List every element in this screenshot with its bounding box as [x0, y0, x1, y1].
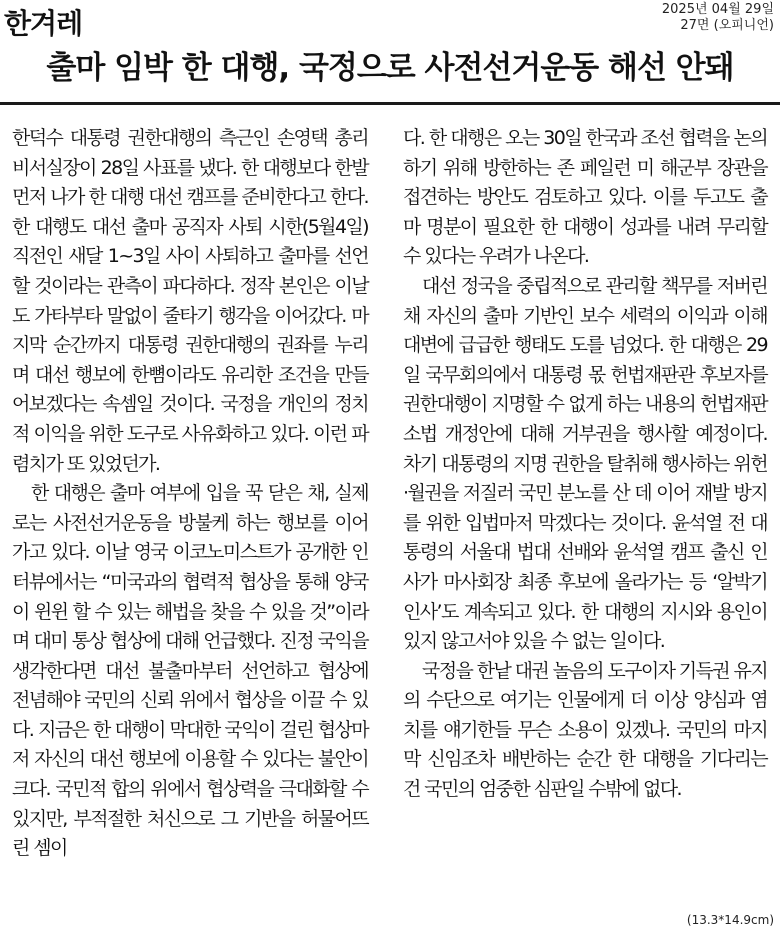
headline-divider	[0, 102, 780, 105]
article-column-left	[12, 124, 368, 864]
article-column-right	[403, 124, 767, 805]
article-paragraph: 대선 정국을 중립적으로 관리할 책무를 저버린 채 자신의 출마 기반인 보수 세력의 이익과 이해 대변에 급급한 행태도 도를 넘었다. 한 대행은 29일 국무회의에서 대통령 몫 헌법재판관 후보자를 권한대행이 지명할 수 없게 하는 내용의 헌법재판소법 개정안에 대해 거부권을 행사할 예정이다. 차기 대통령의 지명 권한을 탈취해 행사하는 위헌·월권을 저질러 국민 분노를 산 데 이어 재발 방지를 위한 입법마저 막겠다는 것이다. 윤석열 전 대통령의 서울대 법대 선배와 윤석열 캠프 출신 인사가 마사회장 최종 후보에 올라가는 등 ‘알박기 인사’도 계속되고 있다. 한 대행의 지시와 용인이 있지 않고서야 있을 수 없는 일이다.	[403, 274, 767, 653]
article-paragraph: 국정을 한낱 대권 놀음의 도구이자 기득권 유지의 수단으로 여기는 인물에게 더 이상 양심과 염치를 얘기한들 무슨 소용이 있겠나. 국민의 마지막 신임조차 배반하는 순간 한 대행을 기다리는 건 국민의 엄중한 심판일 수밖에 없다.	[403, 659, 767, 801]
newspaper-logo: 한겨레	[4, 7, 83, 40]
headline: 출마 임박 한 대행, 국정으로 사전선거운동 해선 안돼	[46, 50, 734, 86]
article-paragraph: 한덕수 대통령 권한대행의 측근인 손영택 총리 비서실장이 28일 사표를 냈다. 한 대행보다 한발 먼저 나가 한 대행 대선 캠프를 준비한다고 한다. 한 대행도 대선 출마 공직자 사퇴 시한(5월4일) 직전인 새달 1~3일 사이 사퇴하고 출마를 선언할 것이라는 관측이 파다하다. 정작 본인은 이날도 가타부타 말없이 줄타기 행각을 이어갔다. 마지막 순간까지 대통령 권한대행의 권좌를 누리며 대선 행보에 한뼘이라도 유리한 조건을 만들어보겠다는 속셈일 것이다. 국정을 개인의 정치적 이익을 위한 도구로 사유화하고 있다. 이런 파렴치가 또 있었던가.	[12, 127, 368, 475]
article-paragraph: 다. 한 대행은 오는 30일 한국과 조선 협력을 논의하기 위해 방한하는 존 페일런 미 해군부 장관을 접견하는 방안도 검토하고 있다. 이를 두고도 출마 명분이 필요한 한 대행이 성과를 내려 무리할 수 있다는 우려가 나온다.	[403, 127, 767, 268]
publication-date: 2025년 04월 29일	[661, 2, 774, 17]
article-paragraph: 한 대행은 출마 여부에 입을 꾹 닫은 채, 실제로는 사전선거운동을 방불케 하는 행보를 이어가고 있다. 이날 영국 이코노미스트가 공개한 인터뷰에서는 “미국과의 협력적 협상을 통해 양국이 윈윈 할 수 있는 해법을 찾을 수 있을 것”이라며 대미 통상 협상에 대해 언급했다. 진정 국익을 생각한다면 대선 불출마부터 선언하고 협상에 전념해야 국민의 신뢰 위에서 협상을 이끌 수 있다. 지금은 한 대행이 막대한 국익이 걸린 협상마저 자신의 대선 행보에 이용할 수 있다는 불안이 크다. 국민적 합의 위에서 협상력을 극대화할 수 있지만, 부적절한 처신으로 그 기반을 허물어뜨린 셈이	[12, 482, 368, 860]
publication-meta	[662, 2, 774, 34]
masthead	[0, 0, 780, 42]
page-section: 27면 (오피니언)	[680, 18, 774, 33]
clipping-size: (13.3*14.9cm)	[686, 913, 774, 927]
